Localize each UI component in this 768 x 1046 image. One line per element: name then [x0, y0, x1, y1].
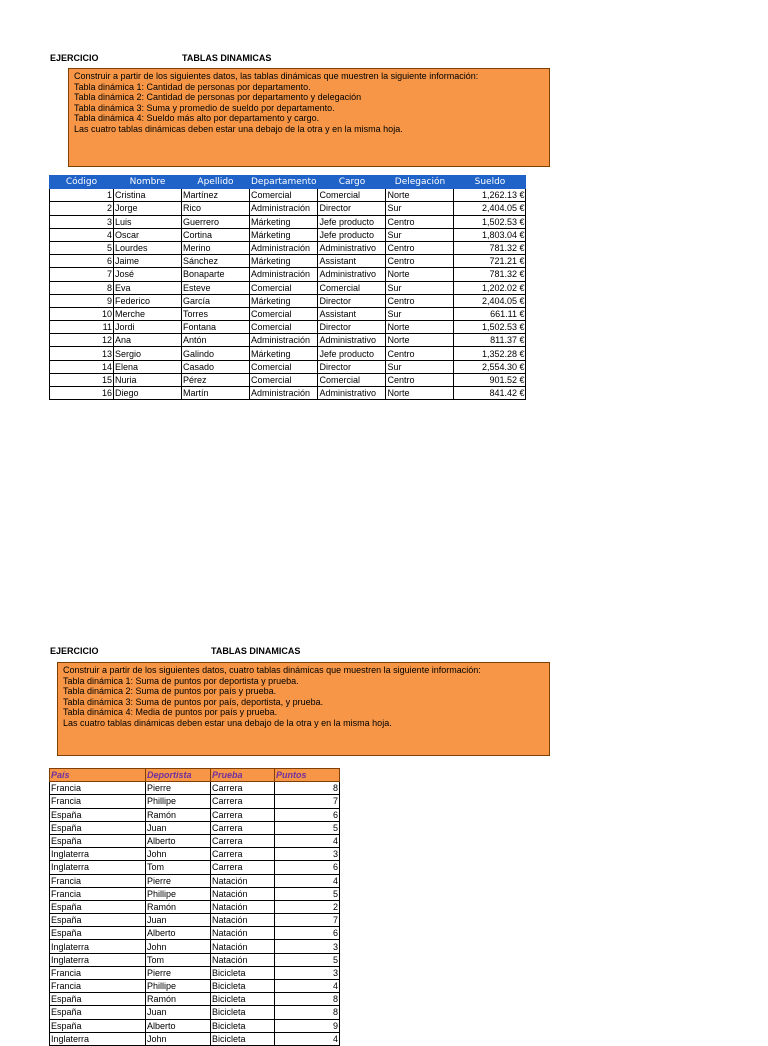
table-cell: Director [318, 360, 386, 373]
column-header: Apellido [182, 176, 250, 189]
table-cell: 15 [50, 373, 114, 386]
table-cell: Carrera [211, 808, 275, 821]
exercise-label-2: EJERCICIO [50, 646, 99, 656]
table-cell: 4 [275, 834, 340, 847]
table-cell: Francia [50, 980, 146, 993]
table-cell: Pierre [146, 782, 211, 795]
table-cell: Centro [386, 255, 454, 268]
table-cell: Director [318, 321, 386, 334]
table-cell: Director [318, 294, 386, 307]
table-row [50, 1032, 340, 1045]
table-cell: Sur [386, 228, 454, 241]
table-cell: Sur [386, 281, 454, 294]
table-cell: Francia [50, 874, 146, 887]
column-header: Sueldo [454, 176, 526, 189]
table-row [50, 347, 526, 360]
table-cell: 7 [275, 795, 340, 808]
table-cell: John [146, 1032, 211, 1045]
table-cell: 8 [50, 281, 114, 294]
table-cell: Carrera [211, 821, 275, 834]
table-cell: Tom [146, 953, 211, 966]
table-cell: Márketing [250, 347, 318, 360]
table-cell: Antón [182, 334, 250, 347]
table-cell: 6 [50, 255, 114, 268]
table-cell: Elena [114, 360, 182, 373]
table-row [50, 834, 340, 847]
table-cell: 4 [275, 874, 340, 887]
table-cell: Bicicleta [211, 1019, 275, 1032]
table-cell: Comercial [250, 281, 318, 294]
table-cell: Francia [50, 966, 146, 979]
table-cell: Juan [146, 821, 211, 834]
table-cell: Natación [211, 927, 275, 940]
table-cell: Centro [386, 373, 454, 386]
table-cell: Inglaterra [50, 861, 146, 874]
table-cell: 16 [50, 387, 114, 400]
table-cell: 3 [50, 215, 114, 228]
table-cell: 1,352.28 € [454, 347, 526, 360]
table-cell: Comercial [318, 281, 386, 294]
table-cell: Carrera [211, 848, 275, 861]
table-row [50, 993, 340, 1006]
table-cell: Comercial [250, 189, 318, 202]
table-cell: Assistant [318, 307, 386, 320]
table-cell: Guerrero [182, 215, 250, 228]
table-cell: 811.37 € [454, 334, 526, 347]
table-cell: Natación [211, 953, 275, 966]
table-cell: 7 [50, 268, 114, 281]
table-cell: Juan [146, 1006, 211, 1019]
table-cell: Francia [50, 795, 146, 808]
table-cell: Martínez [182, 189, 250, 202]
table-cell: Cortina [182, 228, 250, 241]
table-cell: Pierre [146, 874, 211, 887]
table-cell: España [50, 1006, 146, 1019]
table-cell: Sur [386, 360, 454, 373]
table-cell: 6 [275, 927, 340, 940]
table-cell: Norte [386, 268, 454, 281]
table-cell: Administración [250, 268, 318, 281]
table-cell: Jefe producto [318, 215, 386, 228]
table-cell: Merche [114, 307, 182, 320]
table-cell: 2 [50, 202, 114, 215]
table-cell: 7 [275, 914, 340, 927]
table-cell: Phillipe [146, 887, 211, 900]
table-cell: Inglaterra [50, 848, 146, 861]
column-header: Cargo [318, 176, 386, 189]
table-cell: 8 [275, 1006, 340, 1019]
table-cell: John [146, 848, 211, 861]
table-cell: Natación [211, 900, 275, 913]
table-cell: Márketing [250, 215, 318, 228]
column-header: Departamento [251, 177, 317, 188]
instructions-box-1 [68, 68, 550, 167]
table-cell: 841.42 € [454, 387, 526, 400]
table-row [50, 808, 340, 821]
table-cell: Jorge [114, 202, 182, 215]
table-cell: Bonaparte [182, 268, 250, 281]
table-cell: Márketing [250, 228, 318, 241]
table-cell: Sergio [114, 347, 182, 360]
table-cell: 781.32 € [454, 241, 526, 254]
table-cell: Comercial [250, 307, 318, 320]
table-row [50, 980, 340, 993]
table-cell: 3 [275, 848, 340, 861]
table-row [50, 887, 340, 900]
table-cell: Bicicleta [211, 980, 275, 993]
column-header: Prueba [211, 769, 275, 782]
table-cell: Torres [182, 307, 250, 320]
table-row [50, 241, 526, 254]
table-cell: 1,502.53 € [454, 321, 526, 334]
table-cell: España [50, 914, 146, 927]
table-row [50, 782, 340, 795]
table-cell: 6 [275, 808, 340, 821]
instructions-box-2 [57, 662, 550, 756]
instruction-line: Tabla dinámica 2: Suma de puntos por país y prueba. [63, 686, 277, 696]
table-row [50, 215, 526, 228]
table-cell: España [50, 993, 146, 1006]
table-cell: Assistant [318, 255, 386, 268]
table-cell: Juan [146, 914, 211, 927]
table-cell: 3 [275, 940, 340, 953]
table-cell: Sánchez [182, 255, 250, 268]
table-cell: Carrera [211, 795, 275, 808]
table-cell: Lourdes [114, 241, 182, 254]
table-cell: 4 [275, 1032, 340, 1045]
table-cell: Bicicleta [211, 993, 275, 1006]
table-row [50, 321, 526, 334]
table-cell: Tom [146, 861, 211, 874]
table-cell: García [182, 294, 250, 307]
table-cell: Norte [386, 334, 454, 347]
page-title-1: TABLAS DINAMICAS [182, 53, 272, 63]
page-title-2: TABLAS DINAMICAS [211, 646, 301, 656]
table-cell: Natación [211, 887, 275, 900]
table-cell: 5 [275, 887, 340, 900]
table-row [50, 927, 340, 940]
table-cell: 2 [275, 900, 340, 913]
table-cell: Phillipe [146, 980, 211, 993]
table-cell: Phillipe [146, 795, 211, 808]
table-cell: 781.32 € [454, 268, 526, 281]
table-row [50, 307, 526, 320]
table-cell: Oscar [114, 228, 182, 241]
table-cell: Sur [386, 202, 454, 215]
table-cell: Comercial [250, 360, 318, 373]
table-cell: Carrera [211, 782, 275, 795]
table-row [50, 294, 526, 307]
table-cell: 721.21 € [454, 255, 526, 268]
column-header: Nombre [114, 176, 182, 189]
table-cell: Sur [386, 307, 454, 320]
table-row [50, 387, 526, 400]
instruction-line: Tabla dinámica 3: Suma y promedio de sueldo por departamento. [74, 102, 335, 113]
table-cell: Administración [250, 387, 318, 400]
table-cell: 661.11 € [454, 307, 526, 320]
table-cell: España [50, 927, 146, 940]
table-row [50, 360, 526, 373]
table-cell: 1,262.13 € [454, 189, 526, 202]
table-cell: 5 [50, 241, 114, 254]
table-cell: Galindo [182, 347, 250, 360]
instruction-line: Tabla dinámica 4: Sueldo más alto por departamento y cargo. [74, 113, 320, 123]
table-cell: Pérez [182, 373, 250, 386]
table-cell: 8 [275, 782, 340, 795]
table-cell: Diego [114, 387, 182, 400]
table-row [50, 848, 340, 861]
table-cell: 2,554.30 € [454, 360, 526, 373]
table-cell: 2,404.05 € [454, 294, 526, 307]
table-cell: Inglaterra [50, 1032, 146, 1045]
table-cell: 1,502.53 € [454, 215, 526, 228]
table-row [50, 189, 526, 202]
table-cell: 3 [275, 966, 340, 979]
table-cell: Comercial [318, 189, 386, 202]
table-cell: 11 [50, 321, 114, 334]
table-cell: Esteve [182, 281, 250, 294]
table-cell: 1,803.04 € [454, 228, 526, 241]
table-cell: Centro [386, 241, 454, 254]
table-cell: Ramón [146, 900, 211, 913]
table-cell: 13 [50, 347, 114, 360]
table-cell: España [50, 834, 146, 847]
table-cell: José [114, 268, 182, 281]
table-cell: Norte [386, 321, 454, 334]
table-cell: España [50, 808, 146, 821]
table-row [50, 281, 526, 294]
table-row [50, 821, 340, 834]
table-cell: Márketing [250, 294, 318, 307]
employees-table [49, 175, 526, 400]
table-row [50, 914, 340, 927]
table-cell: Alberto [146, 834, 211, 847]
table-cell: España [50, 900, 146, 913]
table-cell: Natación [211, 914, 275, 927]
table-cell: Ramón [146, 993, 211, 1006]
sports-table [49, 768, 340, 1046]
table-cell: Administrativo [318, 334, 386, 347]
table-cell: Comercial [318, 373, 386, 386]
table-row [50, 373, 526, 386]
table-cell: Ramón [146, 808, 211, 821]
column-header: Delegación [386, 176, 454, 189]
table-row [50, 268, 526, 281]
table-cell: 12 [50, 334, 114, 347]
table-cell: España [50, 1019, 146, 1032]
table-cell: 4 [275, 980, 340, 993]
table-cell: 9 [50, 294, 114, 307]
instruction-line: Tabla dinámica 4: Media de puntos por país y prueba. [63, 707, 278, 717]
table-cell: España [50, 821, 146, 834]
table-cell: Norte [386, 189, 454, 202]
table-cell: Federico [114, 294, 182, 307]
table-row [50, 202, 526, 215]
table-cell: Comercial [250, 373, 318, 386]
table-cell: Natación [211, 940, 275, 953]
instruction-line: Las cuatro tablas dinámicas deben estar una debajo de la otra y en la misma hoja. [74, 123, 403, 134]
table-cell: Ana [114, 334, 182, 347]
instruction-line: Tabla dinámica 1: Cantidad de personas por departamento. [74, 81, 311, 92]
instruction-line: Tabla dinámica 1: Suma de puntos por deportista y prueba. [63, 675, 299, 686]
table-cell: 5 [275, 953, 340, 966]
instruction-line: Construir a partir de los siguientes datos, las tablas dinámicas que muestren la siguiente información: [74, 71, 479, 81]
table-cell: Administrativo [318, 268, 386, 281]
table-cell: Carrera [211, 861, 275, 874]
table-cell: Casado [182, 360, 250, 373]
table-cell: Carrera [211, 834, 275, 847]
table-cell: Pierre [146, 966, 211, 979]
table-row [50, 940, 340, 953]
table-cell: Administración [250, 241, 318, 254]
table-cell: Bicicleta [211, 966, 275, 979]
table-cell: Fontana [182, 321, 250, 334]
table-row [50, 874, 340, 887]
table-cell: Inglaterra [50, 953, 146, 966]
table-cell: Cristina [114, 189, 182, 202]
table-cell: Jefe producto [318, 347, 386, 360]
table-cell: John [146, 940, 211, 953]
table-row [50, 861, 340, 874]
table-row [50, 255, 526, 268]
column-header: Código [50, 176, 114, 189]
table-cell: Centro [386, 215, 454, 228]
instruction-line: Tabla dinámica 3: Suma de puntos por país, deportista, y prueba. [63, 696, 324, 707]
column-header: Puntos [275, 769, 340, 782]
table-cell: 10 [50, 307, 114, 320]
table-cell: Administración [250, 334, 318, 347]
table-row [50, 228, 526, 241]
table-cell: Márketing [250, 255, 318, 268]
table-cell: 4 [50, 228, 114, 241]
table-cell: Jefe producto [318, 228, 386, 241]
table-cell: 9 [275, 1019, 340, 1032]
instruction-line: Tabla dinámica 2: Cantidad de personas por departamento y delegación [74, 92, 362, 102]
table-row [50, 900, 340, 913]
table-cell: Martín [182, 387, 250, 400]
exercise-label-1: EJERCICIO [50, 53, 99, 63]
table-cell: Centro [386, 347, 454, 360]
table-row [50, 953, 340, 966]
table-cell: 901.52 € [454, 373, 526, 386]
table-cell: Francia [50, 782, 146, 795]
table-cell: Natación [211, 874, 275, 887]
table-row [50, 1019, 340, 1032]
table-cell: Norte [386, 387, 454, 400]
instruction-line: Construir a partir de los siguientes datos, cuatro tablas dinámicas que muestren la siguiente información: [63, 665, 481, 675]
table-cell: Administrativo [318, 387, 386, 400]
table-row [50, 1006, 340, 1019]
table-cell: 14 [50, 360, 114, 373]
table-cell: Administrativo [318, 241, 386, 254]
table-cell: Bicicleta [211, 1032, 275, 1045]
table-cell: Inglaterra [50, 940, 146, 953]
table-cell: 5 [275, 821, 340, 834]
table-cell: Merino [182, 241, 250, 254]
column-header: Deportista [146, 769, 211, 782]
table-cell: Administración [250, 202, 318, 215]
table-row [50, 795, 340, 808]
table-cell: Alberto [146, 1019, 211, 1032]
table-cell: Nuria [114, 373, 182, 386]
table-cell: Eva [114, 281, 182, 294]
table-cell: 6 [275, 861, 340, 874]
table-cell: 1,202.02 € [454, 281, 526, 294]
table-cell: Comercial [250, 321, 318, 334]
table-cell: Alberto [146, 927, 211, 940]
table-cell: Director [318, 202, 386, 215]
table-cell: Jaime [114, 255, 182, 268]
column-header: País [50, 769, 146, 782]
table-cell: 2,404.05 € [454, 202, 526, 215]
table-cell: 8 [275, 993, 340, 1006]
table-row [50, 966, 340, 979]
table-cell: 1 [50, 189, 114, 202]
table-cell: Centro [386, 294, 454, 307]
table-cell: Bicicleta [211, 1006, 275, 1019]
table-cell: Jordi [114, 321, 182, 334]
table-cell: Luis [114, 215, 182, 228]
table-cell: Rico [182, 202, 250, 215]
instruction-line: Las cuatro tablas dinámicas deben estar una debajo de la otra y en la misma hoja. [63, 717, 392, 728]
table-cell: Francia [50, 887, 146, 900]
table-row [50, 334, 526, 347]
